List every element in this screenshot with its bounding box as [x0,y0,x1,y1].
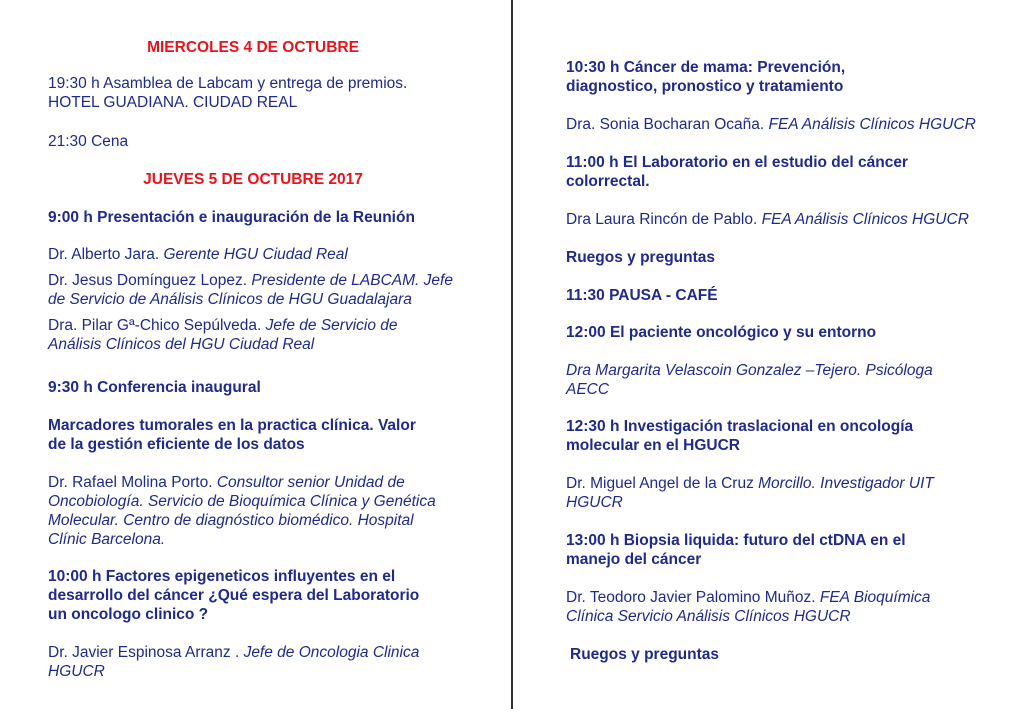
colorectal-title-line2: colorrectal. [566,173,650,190]
questions-1: Ruegos y preguntas [566,249,715,266]
speaker-3-role-line1: Jefe de Servicio de [265,317,398,334]
patient-title: 12:00 El paciente oncológico y su entorno [566,324,877,341]
patient-speaker-line1: Dra Margarita Velascoin Gonzalez –Tejero. Psicóloga [566,362,933,379]
epigenetic-speaker-role-line1: Jefe de Oncologia Clinica [243,644,420,661]
epigenetic-title-line2: desarrollo del cáncer ¿Qué espera del Laboratorio [48,587,420,604]
biopsy-speaker-role-line1: FEA Bioquímica [819,589,931,606]
colorectal-speaker-name: Dra Laura Rincón de Pablo. [566,211,758,228]
conference-speaker [48,473,436,549]
epigenetic-title [48,567,419,624]
day1-dinner: 21:30 Cena [48,133,129,150]
speaker-2 [48,271,453,309]
conference-topic-line1: Marcadores tumorales en la practica clínica. Valor [48,417,416,434]
breast-cancer-speaker-role: FEA Análisis Clínicos HGUCR [768,116,976,133]
epigenetic-title-line3: un oncologo clinico ? [48,606,209,623]
speaker-2-name: Dr. Jesus Domínguez Lopez. [48,272,248,289]
day1-assembly-line1: 19:30 h Asamblea de Labcam y entrega de premios. [48,75,408,92]
research-title-line1: 12:30 h Investigación traslacional en oncología [566,418,914,435]
research-speaker-name: Dr. Miguel Angel de la Cruz [566,475,754,492]
conference-speaker-name: Dr. Rafael Molina Porto. [48,474,213,491]
day1-heading: MIERCOLES 4 DE OCTUBRE [147,39,359,56]
coffee-break: 11:30 PAUSA - CAFÉ [566,287,718,304]
epigenetic-title-line1: 10:00 h Factores epigeneticos influyentes en el [48,568,396,585]
speaker-1-name: Dr. Alberto Jara. [48,246,160,263]
conference-speaker-role-line4: Clínic Barcelona. [48,531,166,548]
biopsy-speaker-name: Dr. Teodoro Javier Palomino Muñoz. [566,589,816,606]
breast-cancer-title [566,58,845,96]
breast-cancer-speaker-name: Dra. Sonia Bocharan Ocaña. [566,116,765,133]
conference-speaker-role-line2: Oncobiología. Servicio de Bioquímica Clínica y Genética [48,493,436,510]
conference-speaker-role-line1: Consultor senior Unidad de [216,474,405,491]
speaker-1 [48,245,348,264]
opening-title: 9:00 h Presentación e inauguración de la Reunión [48,209,415,226]
breast-cancer-title-line2: diagnostico, pronostico y tratamiento [566,78,844,95]
conference-topic-line2: de la gestión eficiente de los datos [48,436,305,453]
research-speaker-role-line1: Morcillo. Investigador UIT [758,475,934,492]
patient-speaker-line2: AECC [566,381,610,398]
speaker-1-role: Gerente HGU Ciudad Real [163,246,348,263]
speaker-2-role-line1: Presidente de LABCAM. Jefe [251,272,453,289]
speaker-3 [48,316,398,354]
epigenetic-speaker [48,643,419,681]
conference-topic [48,416,416,454]
colorectal-speaker-role: FEA Análisis Clínicos HGUCR [761,211,969,228]
biopsy-speaker-role-line2: Clínica Servicio Análisis Clínicos HGUCR [566,608,851,625]
patient-speaker [566,361,933,399]
biopsy-title-line2: manejo del cáncer [566,551,702,568]
day2-heading: JUEVES 5 DE OCTUBRE 2017 [143,171,363,188]
epigenetic-speaker-role-line2: HGUCR [48,663,105,680]
colorectal-speaker [566,210,969,229]
research-speaker-role-line2: HGUCR [566,494,623,511]
breast-cancer-speaker [566,115,976,134]
biopsy-title [566,531,906,569]
speaker-3-role-line2: Análisis Clínicos del HGU Ciudad Real [48,336,315,353]
conference-title: 9:30 h Conferencia inaugural [48,379,261,396]
speaker-3-name: Dra. Pilar Gª-Chico Sepúlveda. [48,317,262,334]
day1-assembly-line2: HOTEL GUADIANA. CIUDAD REAL [48,94,298,111]
biopsy-speaker [566,588,930,626]
colorectal-title-line1: 11:00 h El Laboratorio en el estudio del cáncer [566,154,908,171]
speaker-2-role-line2: de Servicio de Análisis Clínicos de HGU Guadalajara [48,291,412,308]
conference-speaker-role-line3: Molecular. Centro de diagnóstico biomédico. Hospital [48,512,414,529]
questions-2: Ruegos y preguntas [570,646,719,663]
epigenetic-speaker-name: Dr. Javier Espinosa Arranz . [48,644,240,661]
day1-assembly [48,74,407,112]
column-divider [511,0,513,709]
breast-cancer-title-line1: 10:30 h Cáncer de mama: Prevención, [566,59,846,76]
colorectal-title [566,153,908,191]
research-title-line2: molecular en el HGUCR [566,437,740,454]
biopsy-title-line1: 13:00 h Biopsia liquida: futuro del ctDNA en el [566,532,906,549]
research-speaker [566,474,934,512]
research-title [566,417,913,455]
